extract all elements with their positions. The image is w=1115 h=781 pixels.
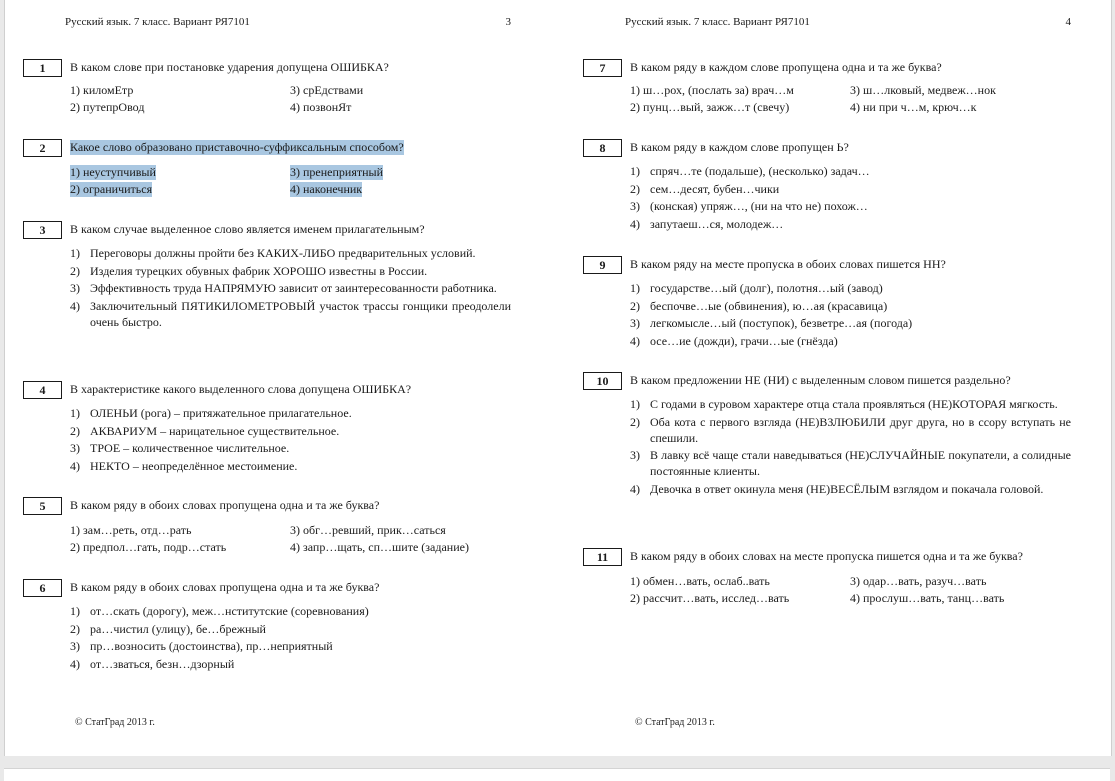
options bbox=[70, 245, 511, 330]
options bbox=[630, 396, 1071, 497]
question-number: 1 bbox=[23, 59, 62, 77]
question-text-highlighted[interactable]: Какое слово образовано приставочно-суффиксальным способом? bbox=[70, 140, 404, 154]
options bbox=[70, 161, 511, 195]
question-number: 3 bbox=[23, 221, 62, 239]
option-number: 3) bbox=[70, 639, 80, 653]
option-text: легкомысле…ый (поступок), безветре…ая (погода) bbox=[650, 316, 913, 330]
option-number: 2) bbox=[70, 621, 80, 636]
option-text: от…скать (дорогу), меж…нститутские (соревнования) bbox=[90, 604, 369, 618]
option-1[interactable]: 1) ш…рох, (послать за) врач…м bbox=[630, 83, 794, 97]
option-2[interactable] bbox=[630, 298, 1071, 314]
page-3 bbox=[39, 0, 565, 756]
option-text: от…зваться, безн…дзорный bbox=[90, 656, 235, 671]
option-text: С годами в суровом характере отца стала проявляться (НЕ)КОТОРАЯ мягкость. bbox=[650, 397, 1058, 411]
option-text: Переговоры должны пройти без КАКИХ-ЛИБО предварительных условий. bbox=[90, 246, 476, 260]
option-text: осе…ие (дожди), грачи…ые (гнёзда) bbox=[650, 333, 838, 348]
question-text: В каком ряду в обоих словах на месте пропуска пишется одна и та же буква? bbox=[630, 549, 1023, 563]
option-1[interactable]: 1) киломЕтр bbox=[70, 83, 134, 97]
next-page-edge bbox=[4, 768, 1110, 781]
question-7 bbox=[599, 59, 1071, 115]
question-text: В каком ряду в обоих словах пропущена одна и та же буква? bbox=[70, 498, 380, 512]
option-number: 3) bbox=[630, 448, 640, 462]
option-number: 1) bbox=[70, 246, 80, 260]
option-text: запутаеш…ся, молодеж… bbox=[650, 216, 784, 231]
option-1[interactable] bbox=[630, 280, 1071, 296]
option-number: 1) bbox=[630, 281, 640, 295]
question-text: В каком ряду в обоих словах пропущена одна и та же буква? bbox=[70, 580, 380, 594]
option-number: 1) bbox=[630, 397, 640, 411]
option-2[interactable]: 2) ограничиться bbox=[70, 182, 153, 196]
option-text: Заключительный ПЯТИКИЛОМЕТРОВЫЙ участок трассы гонщики преодолели очень быстро. bbox=[90, 298, 511, 329]
option-3[interactable]: 3) ш…лковый, медвеж…нок bbox=[850, 83, 996, 97]
option-text: Оба кота с первого взгляда (НЕ)ВЗЛЮБИЛИ друг друга, но в ссору вступать не спешили. bbox=[650, 414, 1071, 445]
question-text: В характеристике какого выделенного слова допущена ОШИБКА? bbox=[70, 382, 412, 396]
question-number: 11 bbox=[583, 548, 622, 566]
option-text: ра…чистил (улицу), бе…брежный bbox=[90, 621, 266, 636]
question-text: В каком случае выделенное слово является именем прилагательным? bbox=[70, 222, 425, 236]
option-text: Изделия турецких обувных фабрик ХОРОШО известны в России. bbox=[90, 263, 428, 278]
question-number: 6 bbox=[23, 579, 62, 597]
option-text: ТРОЕ – количественное числительное. bbox=[90, 441, 290, 455]
option-3[interactable]: 3) срЕдствами bbox=[290, 83, 364, 97]
option-4[interactable]: 4) наконечник bbox=[290, 182, 363, 196]
option-2[interactable]: 2) пунц…вый, зажж…т (свечу) bbox=[630, 100, 790, 114]
option-4[interactable]: 4) ни при ч…м, крюч…к bbox=[850, 100, 977, 114]
option-2[interactable] bbox=[70, 621, 511, 637]
question-4 bbox=[39, 381, 511, 475]
option-text: В лавку всё чаще стали наведываться (НЕ)СЛУЧАЙНЫЕ покупатели, а солидные постоянные клиенты. bbox=[650, 448, 1071, 478]
option-text: НЕКТО – неопределённое местоимение. bbox=[90, 458, 298, 473]
option-2[interactable] bbox=[70, 423, 511, 439]
page-header bbox=[625, 16, 1071, 28]
option-number: 1) bbox=[70, 406, 80, 420]
option-1[interactable]: 1) обмен…вать, ослаб..вать bbox=[630, 574, 770, 588]
option-number: 2) bbox=[630, 181, 640, 196]
option-3[interactable]: 3) пренеприятный bbox=[290, 165, 384, 179]
question-9 bbox=[599, 256, 1071, 350]
option-number: 4) bbox=[630, 333, 640, 348]
question-number: 7 bbox=[583, 59, 622, 77]
option-4[interactable] bbox=[630, 216, 1071, 232]
option-number: 3) bbox=[630, 316, 640, 330]
option-2[interactable]: 2) рассчит…вать, исслед…вать bbox=[630, 591, 790, 605]
option-number: 3) bbox=[70, 441, 80, 455]
option-text: беспочве…ые (обвинения), ю…ая (красавица) bbox=[650, 298, 888, 313]
option-number: 2) bbox=[70, 263, 80, 278]
page-header bbox=[65, 16, 511, 28]
option-number: 4) bbox=[630, 216, 640, 231]
option-text: пр…возносить (достоинства), пр…неприятный bbox=[90, 639, 333, 653]
option-2[interactable]: 2) предпол…гать, подр…стать bbox=[70, 540, 227, 554]
option-2[interactable] bbox=[70, 263, 511, 279]
option-text: Эффективность труда НАПРЯМУЮ зависит от заинтересованности работника. bbox=[90, 281, 497, 295]
page-4 bbox=[596, 0, 1115, 756]
option-4[interactable] bbox=[630, 481, 1071, 497]
header-title: Русский язык. 7 класс. Вариант РЯ7101 bbox=[65, 16, 250, 28]
option-2[interactable] bbox=[630, 414, 1071, 446]
header-title: Русский язык. 7 класс. Вариант РЯ7101 bbox=[625, 16, 810, 28]
question-number: 10 bbox=[583, 372, 622, 390]
option-number: 2) bbox=[630, 298, 640, 313]
options bbox=[70, 81, 511, 115]
option-1[interactable] bbox=[70, 245, 511, 261]
option-3[interactable]: 3) обг…ревший, прик…саться bbox=[290, 523, 446, 537]
option-number: 4) bbox=[70, 298, 80, 313]
option-4[interactable]: 4) прослуш…вать, танц…вать bbox=[850, 591, 1005, 605]
option-2[interactable]: 2) путепрОвод bbox=[70, 100, 145, 114]
options bbox=[70, 519, 511, 553]
options bbox=[630, 81, 1071, 115]
option-4[interactable]: 4) запр…щать, сп…шите (задание) bbox=[290, 540, 469, 554]
question-text: В каком ряду в каждом слове пропущена одна и та же буква? bbox=[630, 60, 942, 74]
question-1 bbox=[39, 59, 511, 115]
option-number: 4) bbox=[70, 656, 80, 671]
question-text: В каком ряду в каждом слове пропущен Ь? bbox=[630, 140, 849, 154]
option-3[interactable] bbox=[70, 638, 511, 654]
option-text: сем…десят, бубен…чики bbox=[650, 181, 780, 196]
question-8 bbox=[599, 139, 1071, 233]
question-number: 8 bbox=[583, 139, 622, 157]
page-number: 4 bbox=[1065, 16, 1071, 28]
page-number: 3 bbox=[505, 16, 511, 28]
question-number: 4 bbox=[23, 381, 62, 399]
option-number: 4) bbox=[630, 481, 640, 496]
option-number: 1) bbox=[70, 604, 80, 618]
option-3[interactable] bbox=[70, 440, 511, 456]
option-3[interactable] bbox=[630, 315, 1071, 331]
options bbox=[630, 570, 1071, 604]
options bbox=[70, 603, 511, 672]
option-text: (конская) упряж…, (ни на что не) похож… bbox=[650, 199, 868, 213]
option-3[interactable] bbox=[630, 198, 1071, 214]
option-3[interactable] bbox=[630, 447, 1071, 479]
question-number: 2 bbox=[23, 139, 62, 157]
question-5 bbox=[39, 497, 511, 554]
question-text: В каком предложении НЕ (НИ) с выделенным словом пишется раздельно? bbox=[630, 373, 1011, 387]
question-2 bbox=[39, 139, 511, 196]
question-text: В каком ряду на месте пропуска в обоих словах пишется НН? bbox=[630, 257, 946, 271]
question-3 bbox=[39, 221, 511, 331]
option-4[interactable] bbox=[70, 656, 511, 672]
question-11 bbox=[596, 548, 1071, 605]
option-4[interactable]: 4) позвонЯт bbox=[290, 100, 352, 114]
option-number: 1) bbox=[630, 164, 640, 178]
option-number: 2) bbox=[70, 423, 80, 438]
option-text: Девочка в ответ окинула меня (НЕ)ВЕСЁЛЫМ взглядом и покачала головой. bbox=[650, 481, 1044, 496]
option-3[interactable] bbox=[70, 280, 511, 296]
option-1[interactable] bbox=[70, 405, 511, 421]
option-1[interactable]: 1) зам…реть, отд…рать bbox=[70, 523, 192, 537]
option-number: 3) bbox=[630, 199, 640, 213]
options bbox=[70, 405, 511, 474]
option-1[interactable] bbox=[630, 396, 1071, 412]
option-number: 4) bbox=[70, 458, 80, 473]
options bbox=[630, 163, 1071, 232]
option-text: ОЛЕНЬИ (рога) – притяжательное прилагательное. bbox=[90, 406, 352, 420]
option-3[interactable]: 3) одар…вать, разуч…вать bbox=[850, 574, 987, 588]
page-footer: © СтатГрад 2013 г. bbox=[635, 717, 715, 728]
document-sheet bbox=[4, 0, 1112, 756]
question-number: 9 bbox=[583, 256, 622, 274]
options bbox=[630, 280, 1071, 349]
question-text: В каком слове при постановке ударения допущена ОШИБКА? bbox=[70, 60, 389, 74]
option-number: 3) bbox=[70, 281, 80, 295]
question-number: 5 bbox=[23, 497, 62, 515]
option-1[interactable] bbox=[630, 163, 1071, 179]
question-6 bbox=[39, 579, 511, 673]
option-1[interactable]: 1) неуступчивый bbox=[70, 165, 156, 179]
option-1[interactable] bbox=[70, 603, 511, 619]
option-text: АКВАРИУМ – нарицательное существительное. bbox=[90, 423, 340, 438]
option-text: государстве…ый (долг), полотня…ый (завод) bbox=[650, 281, 883, 295]
option-4[interactable] bbox=[70, 298, 511, 330]
option-number: 2) bbox=[630, 414, 640, 429]
option-4[interactable] bbox=[70, 458, 511, 474]
option-4[interactable] bbox=[630, 333, 1071, 349]
option-text: спряч…те (подальше), (несколько) задач… bbox=[650, 164, 870, 178]
page-footer: © СтатГрад 2013 г. bbox=[75, 717, 155, 728]
question-10 bbox=[596, 372, 1071, 498]
option-2[interactable] bbox=[630, 181, 1071, 197]
